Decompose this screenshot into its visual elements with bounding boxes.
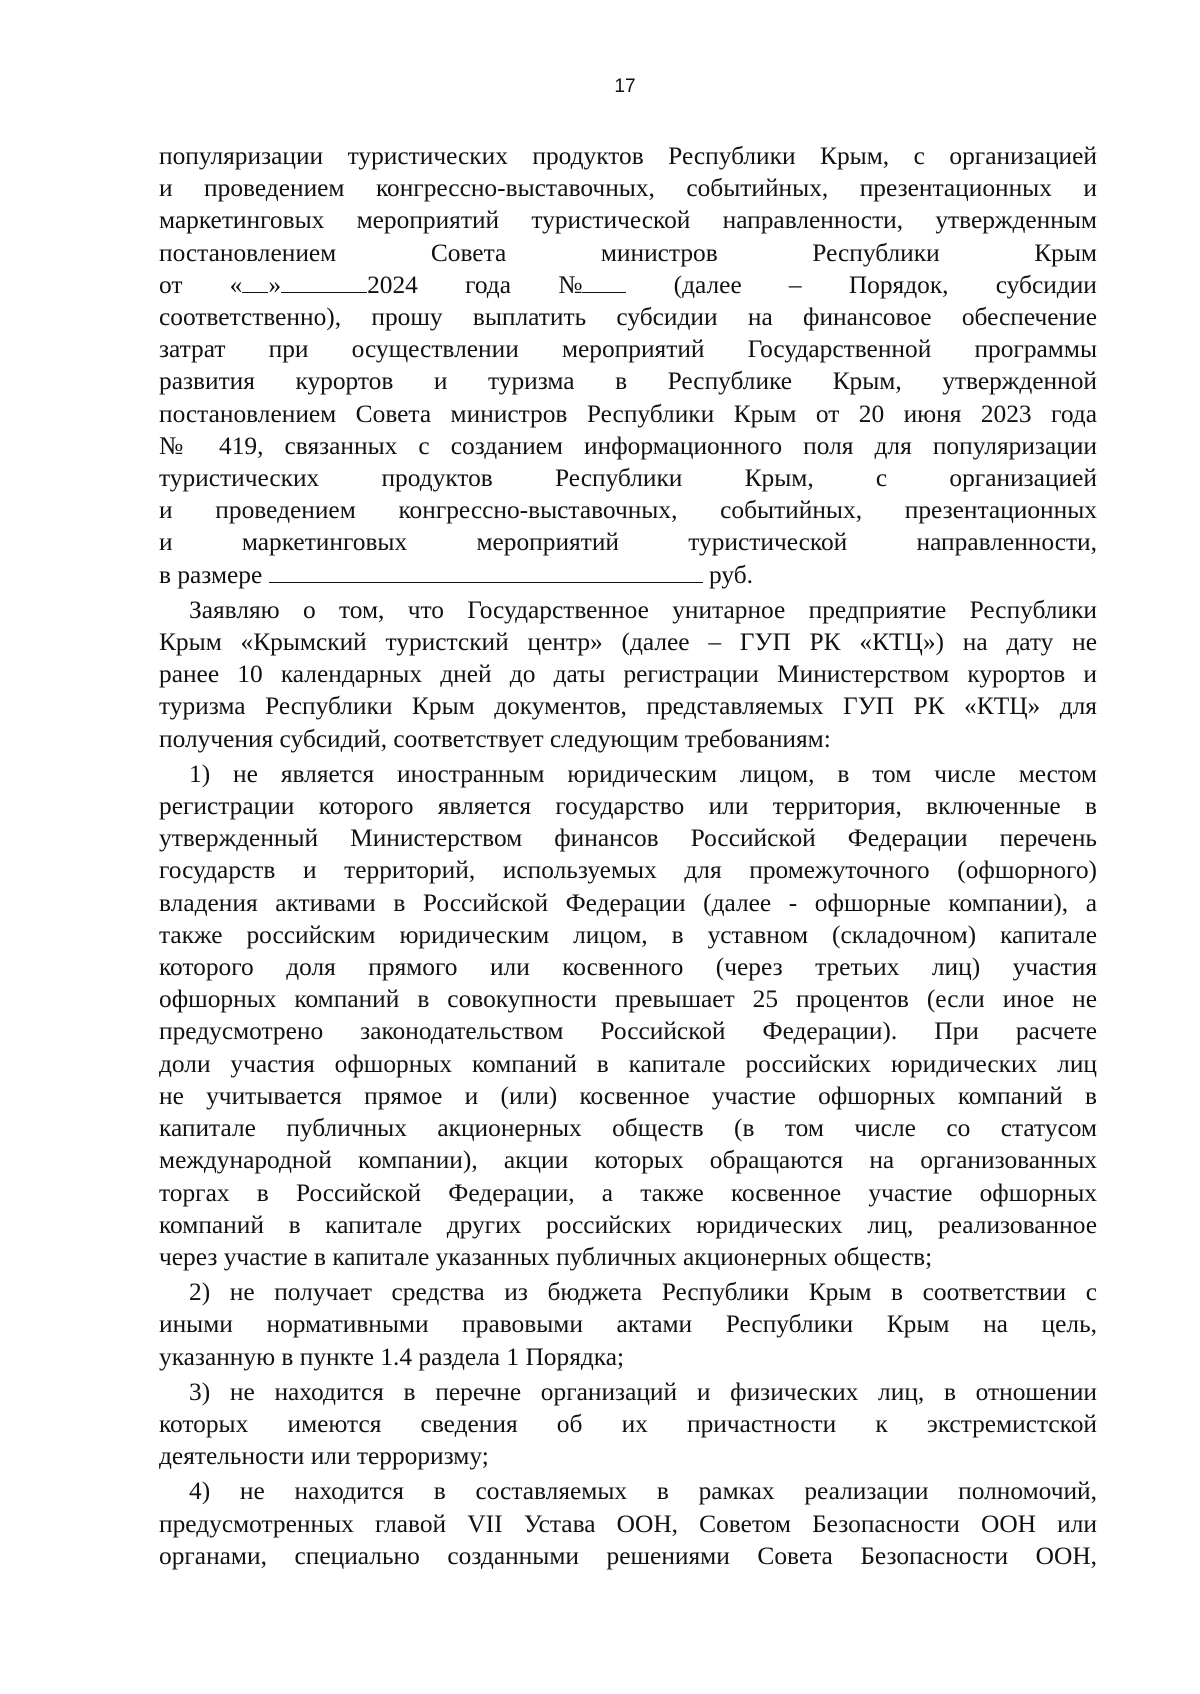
number-blank (582, 272, 626, 293)
quote-close: » (268, 270, 282, 299)
paragraph-request (159, 140, 1097, 591)
text-line: туристических продуктов Республики Крым, с организацией (159, 464, 1097, 493)
text-line: предусмотрено законодательством Российской Федерации). При расчете (159, 1017, 1097, 1046)
text-line: через участие в капитале указанных публичных акционерных обществ; (159, 1242, 933, 1271)
text-line: торгах в Российской Федерации, а также косвенное участие офшорных (159, 1178, 1097, 1207)
requirement-item-1 (159, 758, 1097, 1273)
text-line: туризма Республики Крым документов, представляемых ГУП РК «КТЦ» для (159, 692, 1097, 721)
text-line: и маркетинговых мероприятий туристической направленности, (159, 528, 1097, 557)
requirement-item-3 (159, 1376, 1097, 1473)
text-line: международной компании), акции которых обращаются на организованных (159, 1146, 1097, 1175)
amount-currency: руб. (709, 560, 753, 589)
text-line: утвержденный Министерством финансов Российской Федерации перечень (159, 824, 1097, 853)
amount-prefix: в размере (159, 560, 263, 589)
requirement-item-2 (159, 1276, 1097, 1373)
page-number: 17 (614, 76, 636, 97)
text-line: деятельности или терроризму; (159, 1442, 489, 1471)
requirement-item-4 (159, 1475, 1097, 1572)
amount-blank (269, 562, 703, 583)
text-line: офшорных компаний в совокупности превышает 25 процентов (если иное не (159, 985, 1097, 1014)
day-blank (242, 272, 268, 293)
text-line: постановлением Совета министров Республики Крым (159, 238, 1097, 267)
resolution-number (558, 269, 626, 301)
text-line: 1) не является иностранным юридическим лицом, в том числе местом (189, 759, 1097, 788)
text-line: 4) не находится в составляемых в рамках реализации полномочий, (189, 1477, 1097, 1506)
text-line: и проведением конгрессно-выставочных, событийных, презентационных (159, 496, 1097, 525)
text-line: Заявляю о том, что Государственное унитарное предприятие Республики (189, 595, 1097, 624)
text-line: органами, специально созданными решениями Совета Безопасности ООН, (159, 1541, 1097, 1570)
text-line: постановлением Совета министров Республики Крым от 20 июня 2023 года (159, 399, 1097, 428)
text-line: владения активами в Российской Федерации (далее - офшорные компании), а (159, 888, 1097, 917)
text-line: № 419, связанных с созданием информационного поля для популяризации (159, 431, 1097, 460)
text-line: не учитывается прямое и (или) косвенное участие офшорных компаний в (159, 1081, 1097, 1110)
document-body (159, 140, 1097, 1572)
text-line: доли участия офшорных компаний в капитале российских юридических лиц (159, 1049, 1097, 1078)
text-line: указанную в пункте 1.4 раздела 1 Порядка; (159, 1342, 625, 1371)
text-line: которого доля прямого или косвенного (через третьих лиц) участия (159, 953, 1097, 982)
word-dalee: (далее (673, 270, 742, 299)
dash: – (788, 270, 802, 299)
word-poryadok: Порядок, (848, 270, 949, 299)
text-line: 2) не получает средства из бюджета Республики Крым в соответствии с (189, 1278, 1097, 1307)
word-subsidii: субсидии (995, 270, 1097, 299)
text-line: маркетинговых мероприятий туристической направленности, утвержденным (159, 206, 1097, 235)
text-line: государств и территорий, используемых для промежуточного (офшорного) (159, 856, 1097, 885)
text-line: Крым «Крымский туристский центр» (далее – ГУП РК «КТЦ») на дату не (159, 628, 1097, 657)
text-line: ранее 10 календарных дней до даты регистрации Министерством курортов и (159, 660, 1097, 689)
resolution-date (230, 269, 418, 301)
paragraph-declaration (159, 594, 1097, 755)
text-line: капитале публичных акционерных обществ (в том числе со статусом (159, 1114, 1097, 1143)
word-goda: года (465, 270, 511, 299)
resolution-date-line (159, 269, 1097, 301)
text-line: которых имеются сведения об их причастности к экстремистской (159, 1409, 1097, 1438)
text-line: и проведением конгрессно-выставочных, событийных, презентационных и (159, 174, 1097, 203)
text-line: развития курортов и туризма в Республике Крым, утвержденной (159, 367, 1097, 396)
quote-open: « (229, 270, 243, 299)
text-line: иными нормативными правовыми актами Республики Крым на цель, (159, 1310, 1097, 1339)
year: 2024 (367, 270, 418, 299)
text-line: регистрации которого является государство или территория, включенные в (159, 792, 1097, 821)
month-blank (281, 272, 367, 293)
text-line: также российским юридическим лицом, в уставном (складочном) капитале (159, 920, 1097, 949)
text-line: затрат при осуществлении мероприятий Государственной программы (159, 335, 1097, 364)
text-line: компаний в капитале других российских юридических лиц, реализованное (159, 1210, 1097, 1239)
text-line: соответственно), прошу выплатить субсидии на финансовое обеспечение (159, 303, 1097, 332)
text-line: 3) не находится в перечне организаций и физических лиц, в отношении (189, 1377, 1097, 1406)
text-line: предусмотренных главой VII Устава ООН, Советом Безопасности ООН или (159, 1509, 1097, 1538)
text-line: получения субсидий, соответствует следующим требованиям: (159, 724, 831, 753)
text-line: популяризации туристических продуктов Республики Крым, с организацией (159, 142, 1097, 170)
word-ot: от (159, 270, 183, 299)
amount-line (159, 559, 1097, 591)
number-sign: № (558, 270, 583, 299)
